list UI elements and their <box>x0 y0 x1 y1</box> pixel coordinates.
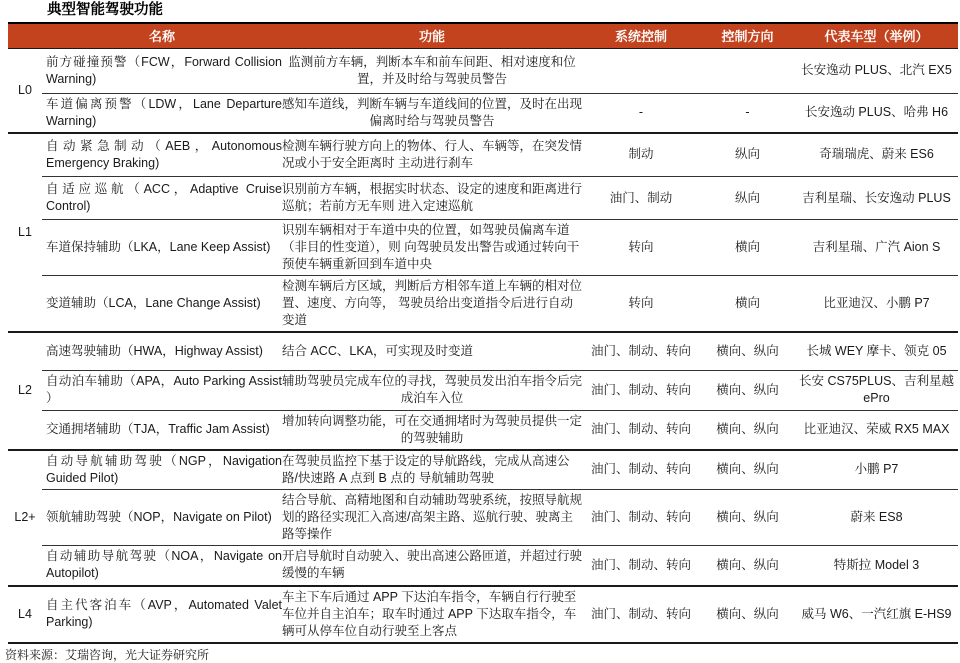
name-cell: 领航辅助驾驶（NOP，Navigate on Pilot) <box>42 490 282 546</box>
header-models: 代表车型（举例） <box>795 23 958 48</box>
page-title: 典型智能驾驶功能 <box>47 2 163 18</box>
name-cell: 车道保持辅助（LKA，Lane Keep Assist) <box>42 220 282 276</box>
level-cell: L4 <box>8 586 42 643</box>
table-row <box>8 546 958 586</box>
models-cell: 比亚迪汉、荣威 RX5 MAX <box>795 410 958 450</box>
models-cell: 长安逸动 PLUS、哈弗 H6 <box>795 93 958 133</box>
system-control-cell: 油门、制动、转向 <box>582 410 700 450</box>
control-direction-cell: 横向、纵向 <box>700 546 795 586</box>
function-cell: 识别车辆相对于车道中央的位置，如驾驶员偏离车道（非目的性变道），则 向驾驶员发出警告或通过转向干预使车辆重新回到车道中央 <box>282 220 582 276</box>
table-row <box>8 48 958 93</box>
control-direction-cell <box>700 48 795 93</box>
function-cell: 感知车道线，判断车辆与车道线间的位置，及时在出现偏离时给与驾驶员警告 <box>282 93 582 133</box>
source-note: 资料来源：艾瑞咨询，光大证券研究所 <box>5 647 210 662</box>
name-cell: 自动导航辅助驾驶（NGP，Navigation Guided Pilot) <box>42 450 282 490</box>
table-header <box>8 23 958 48</box>
function-cell: 在驾驶员监控下基于设定的导航路线，完成从高速公路/快速路 A 点到 B 点的 导航辅助驾驶 <box>282 450 582 490</box>
system-control-cell: 制动 <box>582 133 700 177</box>
models-cell: 威马 W6、一汽红旗 E-HS9 <box>795 586 958 643</box>
models-cell: 蔚来 ES8 <box>795 490 958 546</box>
table-row <box>8 490 958 546</box>
table-row <box>8 177 958 220</box>
system-control-cell: 油门、制动、转向 <box>582 450 700 490</box>
name-cell: 自动泊车辅助（APA，Auto Parking Assist ） <box>42 370 282 410</box>
name-cell: 高速驾驶辅助（HWA，Highway Assist) <box>42 332 282 370</box>
name-cell: 前方碰撞预警（FCW，Forward Collision Warning) <box>46 54 282 86</box>
control-direction-cell: 横向、纵向 <box>700 370 795 410</box>
header-row <box>8 23 958 48</box>
models-cell: 长安 CS75PLUS、吉利星越 ePro <box>795 370 958 410</box>
function-cell: 增加转向调整功能，可在交通拥堵时为驾驶员提供一定的驾驶辅助 <box>282 410 582 450</box>
report-page <box>0 1 960 662</box>
function-cell: 识别前方车辆，根据实时状态、设定的速度和距离进行巡航；若前方无车则 进入定速巡航 <box>282 177 582 220</box>
header-function: 功能 <box>282 23 582 48</box>
models-cell: 吉利星瑞、长安逸动 PLUS <box>795 177 958 220</box>
models-cell: 奇瑞瑞虎、蔚来 ES6 <box>795 133 958 177</box>
level-cell: L2+ <box>8 450 42 586</box>
table-row <box>8 93 958 133</box>
function-cell: 结合 ACC、LKA，可实现及时变道 <box>282 332 582 370</box>
control-direction-cell: 横向 <box>700 220 795 276</box>
system-control-cell: 油门、制动、转向 <box>582 546 700 586</box>
level-cell: L0 <box>18 82 32 97</box>
level-cell: L1 <box>8 133 42 333</box>
table-row <box>8 276 958 333</box>
header-control-direction: 控制方向 <box>700 23 795 48</box>
header-system-control: 系统控制 <box>582 23 700 48</box>
system-control-cell: 油门、制动、转向 <box>582 586 700 643</box>
control-direction-cell: 纵向 <box>700 133 795 177</box>
table-row <box>8 410 958 450</box>
models-cell: 长安逸动 PLUS、北汽 EX5 <box>801 63 952 77</box>
function-cell: 车主下车后通过 APP 下达泊车指令，车辆自行行驶至车位并自主泊车；取车时通过 APP 下达取车指令，车辆可从停车位自动行驶至上客点 <box>282 586 582 643</box>
function-cell: 监测前方车辆，判断本车和前车间距、相对速度和位置，并及时给与驾驶员警告 <box>288 54 576 86</box>
control-direction-cell: - <box>700 93 795 133</box>
models-cell: 小鹏 P7 <box>795 450 958 490</box>
system-control-cell: 油门、制动、转向 <box>582 490 700 546</box>
control-direction-cell: 横向、纵向 <box>700 586 795 643</box>
control-direction-cell: 横向、纵向 <box>700 332 795 370</box>
system-control-cell: 油门、制动、转向 <box>582 370 700 410</box>
level-cell: L2 <box>8 332 42 450</box>
table-body <box>8 48 958 643</box>
name-cell: 车道偏离预警（LDW，Lane Departure Warning) <box>42 93 282 133</box>
models-cell: 特斯拉 Model 3 <box>795 546 958 586</box>
table-row <box>8 370 958 410</box>
table-row <box>8 220 958 276</box>
system-control-cell: - <box>582 93 700 133</box>
function-cell: 辅助驾驶员完成车位的寻找，驾驶员发出泊车指令后完成泊车入位 <box>282 370 582 410</box>
models-cell: 长城 WEY 摩卡、领克 05 <box>795 332 958 370</box>
control-direction-cell: 横向、纵向 <box>700 450 795 490</box>
models-cell: 吉利星瑞、广汽 Aion S <box>795 220 958 276</box>
models-cell: 比亚迪汉、小鹏 P7 <box>795 276 958 333</box>
header-name: 名称 <box>42 23 282 48</box>
system-control-cell: 油门、制动、转向 <box>582 332 700 370</box>
table-row <box>8 450 958 490</box>
driving-functions-table <box>8 22 958 644</box>
name-cell: 变道辅助（LCA，Lane Change Assist) <box>42 276 282 333</box>
system-control-cell: 油门、制动 <box>582 177 700 220</box>
function-cell: 结合导航、高精地图和自动辅助驾驶系统，按照导航规划的路径实现汇入高速/高架主路、巡航行驶、驶离主路等操作 <box>282 490 582 546</box>
control-direction-cell: 横向、纵向 <box>700 410 795 450</box>
function-cell: 检测车辆行驶方向上的物体、行人、车辆等，在突发情况或小于安全距离时 主动进行刹车 <box>282 133 582 177</box>
name-cell: 自动辅助导航驾驶（NOA，Navigate on Autopilot) <box>42 546 282 586</box>
name-cell: 自适应巡航（ACC，Adaptive Cruise Control) <box>42 177 282 220</box>
name-cell: 交通拥堵辅助（TJA，Traffic Jam Assist) <box>42 410 282 450</box>
function-cell: 检测车辆后方区域，判断后方相邻车道上车辆的相对位置、速度、方向等， 驾驶员给出变道指令后进行自动变道 <box>282 276 582 333</box>
name-cell: 自动紧急制动（AEB，Autonomous Emergency Braking) <box>42 133 282 177</box>
control-direction-cell: 横向、纵向 <box>700 490 795 546</box>
table-row <box>8 133 958 177</box>
name-cell: 自主代客泊车（AVP，Automated Valet Parking) <box>42 586 282 643</box>
system-control-cell: 转向 <box>582 276 700 333</box>
system-control-cell <box>582 48 700 93</box>
function-cell: 开启导航时自动驶入、驶出高速公路匝道，并超过行驶缓慢的车辆 <box>282 546 582 586</box>
control-direction-cell: 纵向 <box>700 177 795 220</box>
header-level-spacer <box>8 23 42 48</box>
table-row <box>8 586 958 643</box>
system-control-cell: 转向 <box>582 220 700 276</box>
control-direction-cell: 横向 <box>700 276 795 333</box>
table-row <box>8 332 958 370</box>
